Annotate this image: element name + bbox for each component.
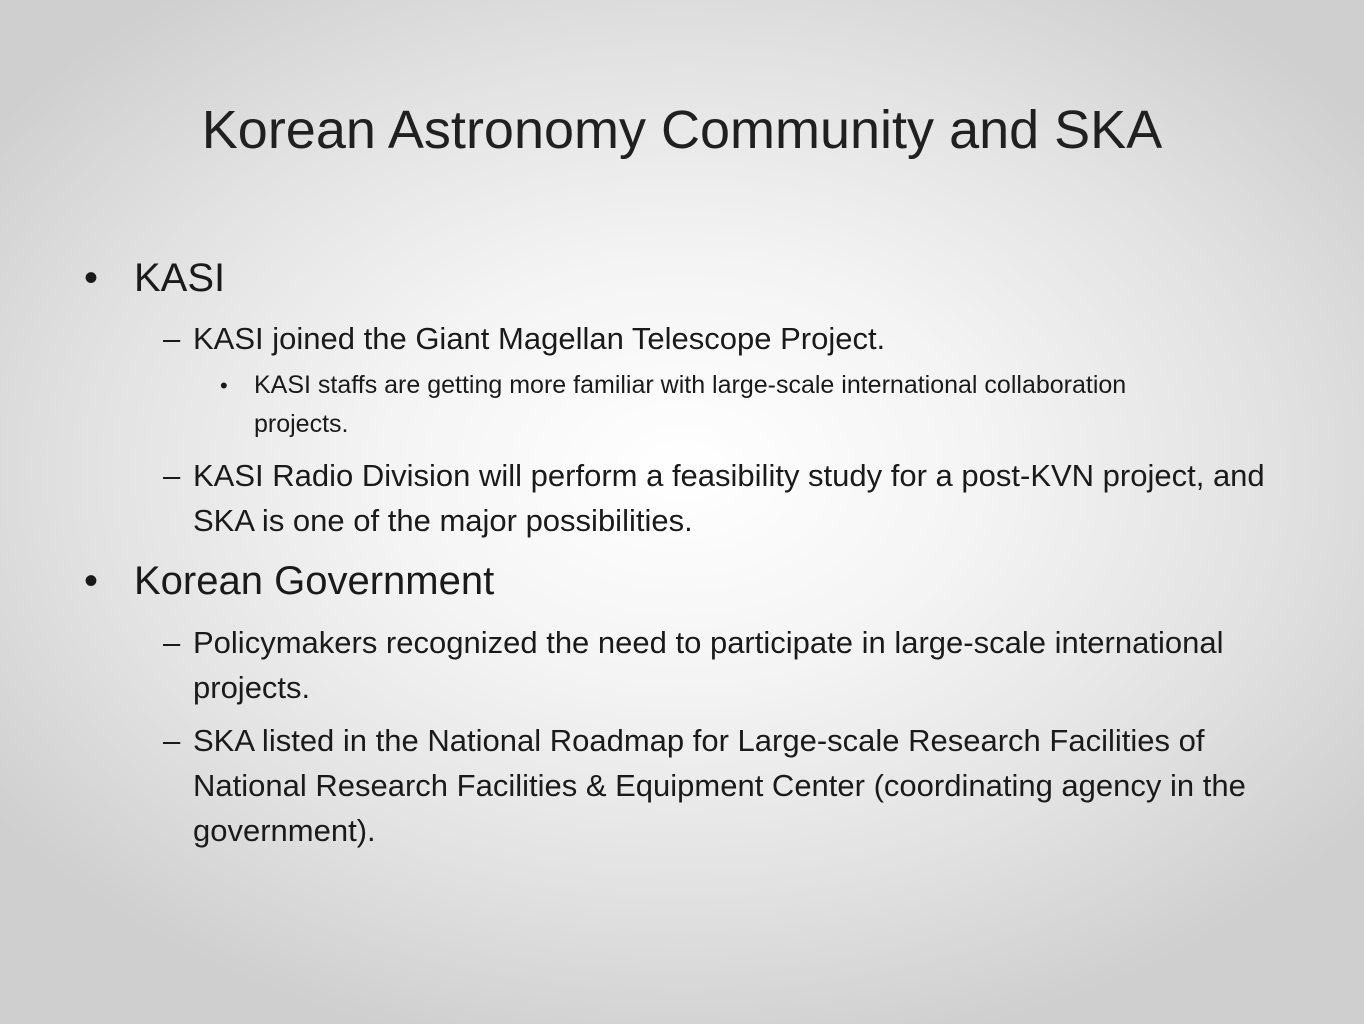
sub-sub-bullet-text: KASI staffs are getting more familiar with large-scale international collaboration projects. bbox=[254, 371, 1127, 438]
sub-bullet-text: KASI joined the Giant Magellan Telescope Project. bbox=[193, 321, 886, 356]
bullet-korean-government bbox=[84, 557, 1304, 605]
sub-bullet-text: SKA listed in the National Roadmap for Large-scale Research Facilities of National Research Facilities & Equipment Center (coordinating agency in the government). bbox=[193, 723, 1246, 848]
sub-bullet-radio-division bbox=[163, 453, 1313, 543]
sub-sub-bullet-staffs bbox=[220, 366, 1210, 444]
bullet-mark: • bbox=[220, 373, 228, 398]
bullet-text: Korean Government bbox=[134, 559, 495, 603]
sub-bullet-gmt bbox=[163, 316, 1313, 361]
dash-mark: – bbox=[163, 458, 181, 493]
bullet-kasi bbox=[84, 254, 1304, 302]
sub-bullet-policymakers bbox=[163, 620, 1313, 710]
bullet-text: KASI bbox=[134, 256, 226, 300]
sub-bullet-text: Policymakers recognized the need to participate in large-scale international projects. bbox=[193, 625, 1224, 705]
dash-mark: – bbox=[163, 723, 181, 758]
sub-bullet-text: KASI Radio Division will perform a feasibility study for a post-KVN project, and SKA is one of the major possibilities. bbox=[193, 458, 1265, 538]
bullet-mark: • bbox=[84, 559, 99, 603]
sub-bullet-roadmap bbox=[163, 718, 1313, 853]
slide-title: Korean Astronomy Community and SKA bbox=[201, 100, 1163, 160]
dash-mark: – bbox=[163, 321, 181, 356]
dash-mark: – bbox=[163, 625, 181, 660]
bullet-mark: • bbox=[84, 256, 99, 300]
